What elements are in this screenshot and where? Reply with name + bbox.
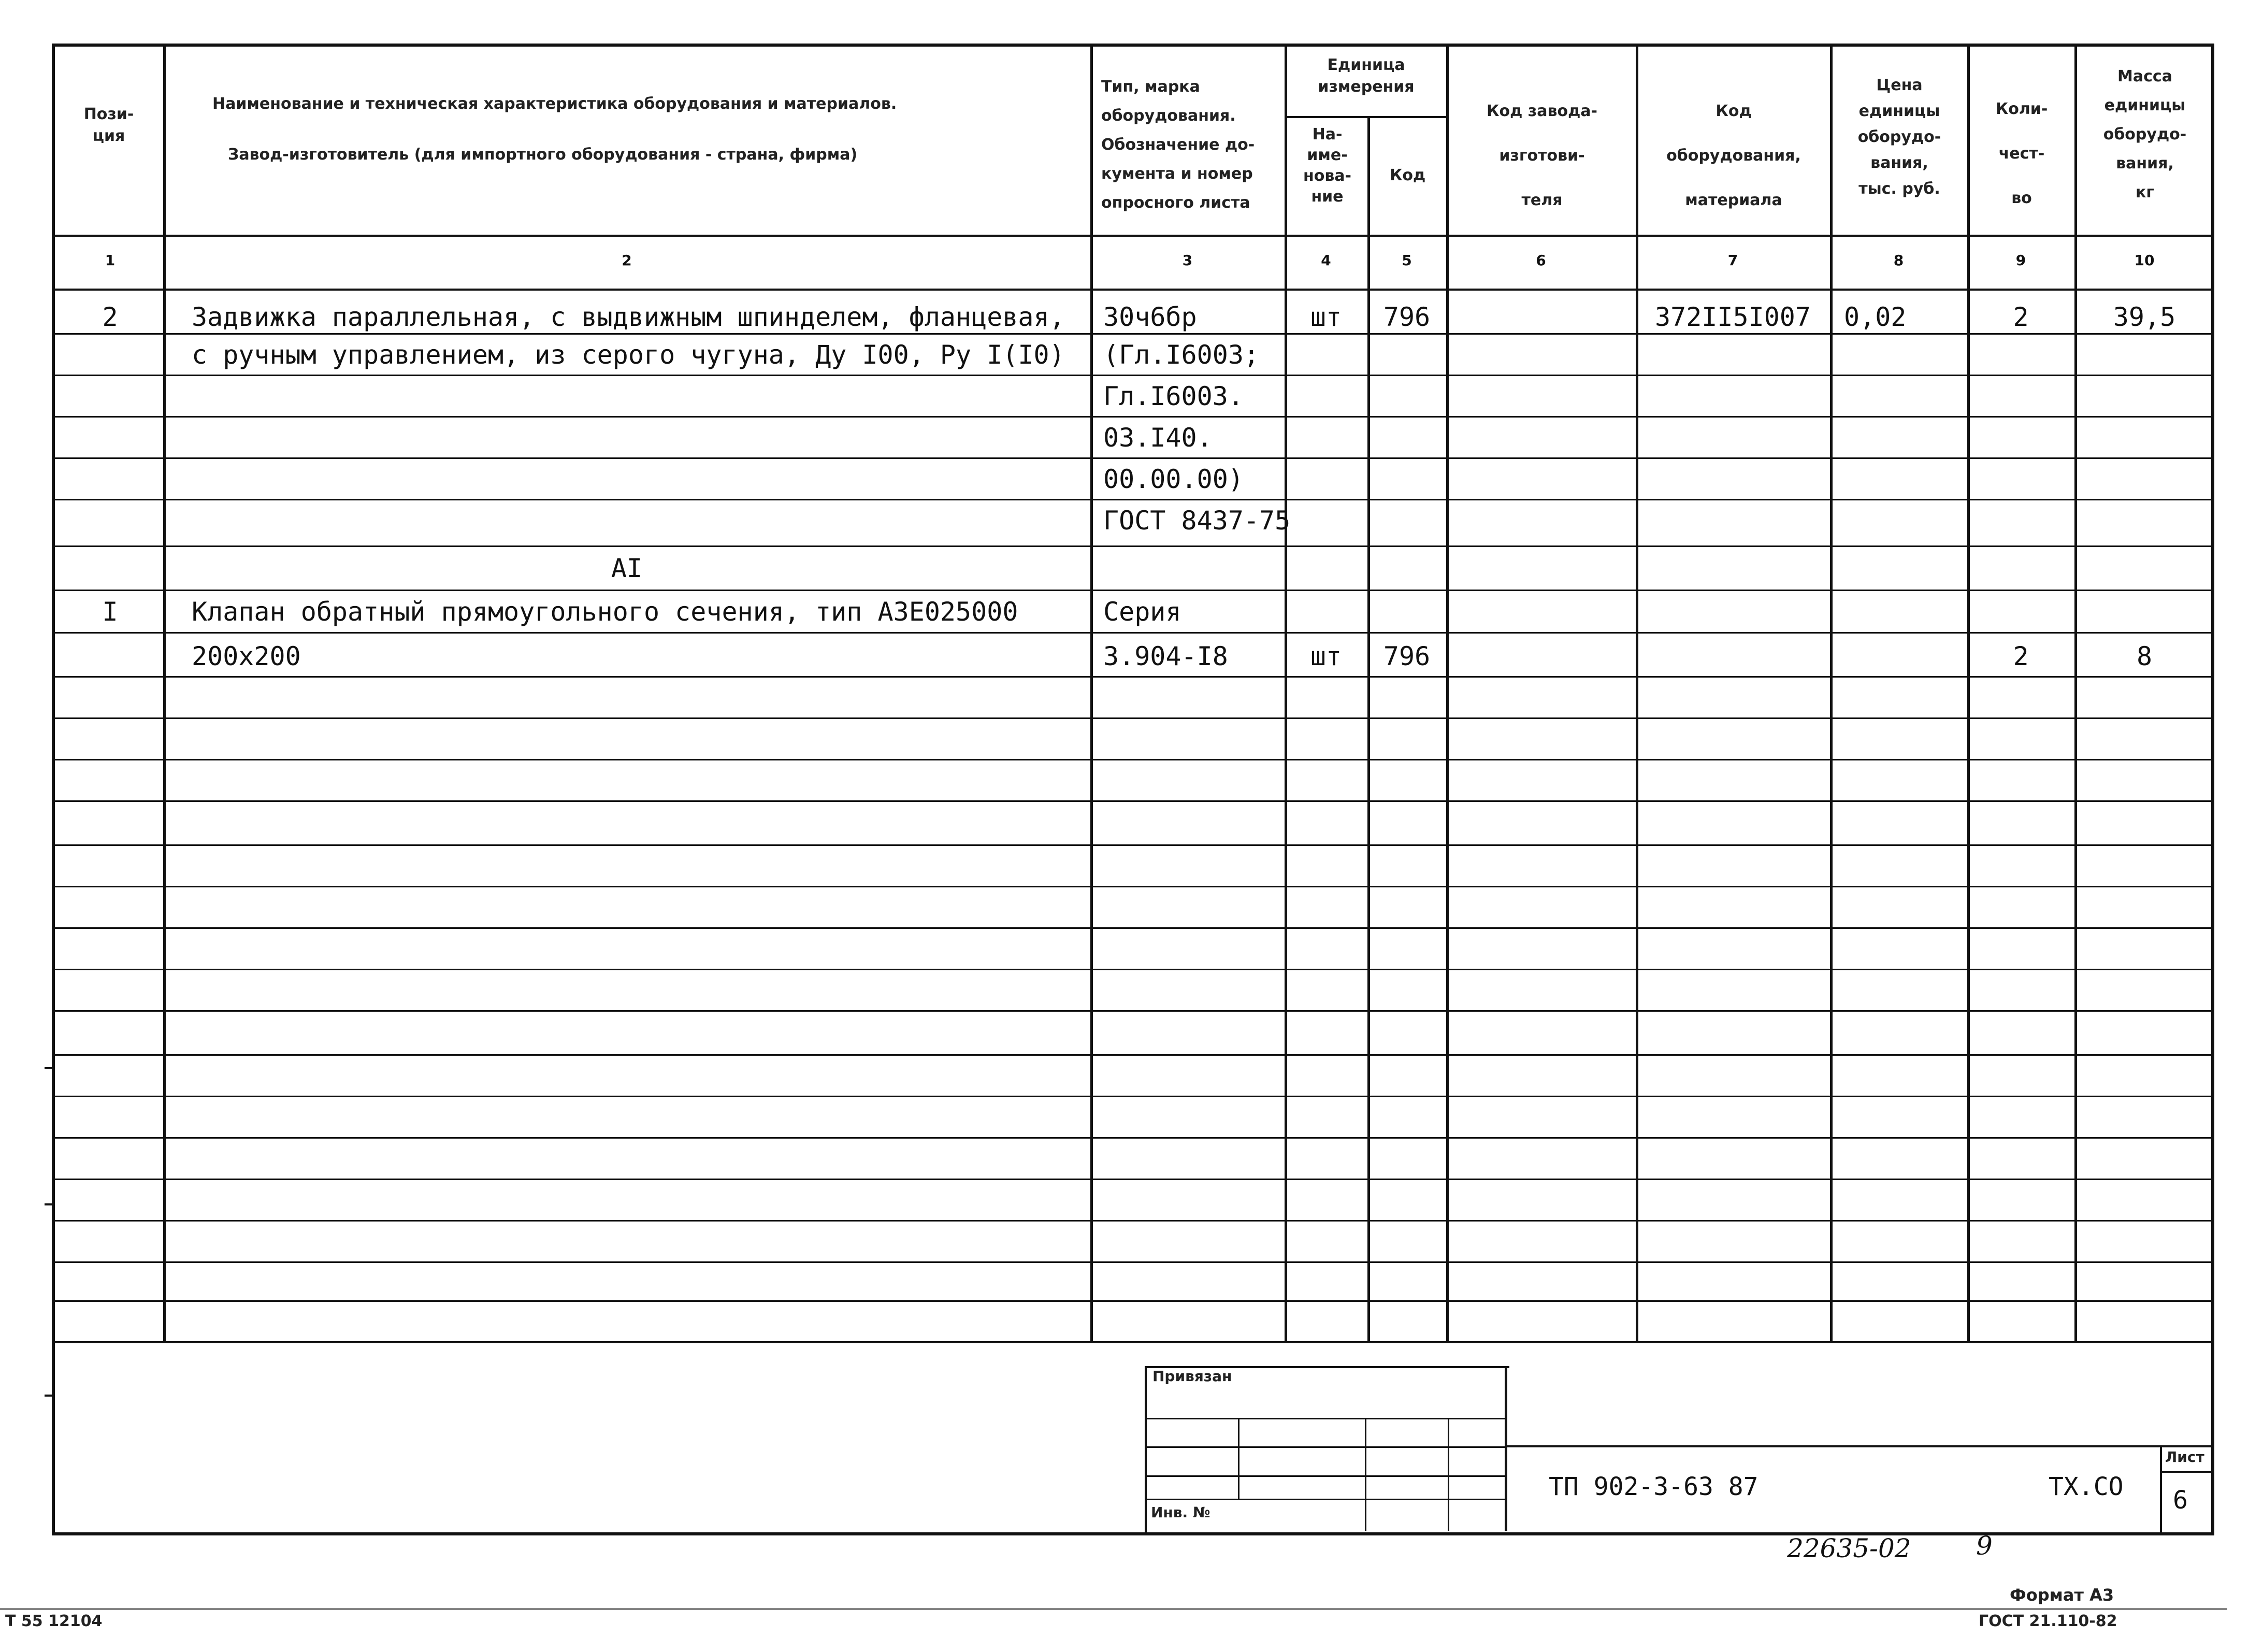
stamp-line	[1145, 1499, 1507, 1500]
column-number: 2	[622, 252, 632, 269]
document-code: ТП 902-3-63 87	[1549, 1472, 1758, 1501]
row-line	[52, 1179, 2214, 1180]
table-cell-type: ГОСТ 8437-75	[1103, 506, 1291, 536]
header-equipment-code: Код оборудования, материала	[1666, 102, 1801, 209]
column-line-7	[1830, 44, 1833, 1341]
table-cell-qty: 2	[2013, 641, 2029, 671]
table-cell-equip-code: 372II5I007	[1654, 302, 1811, 332]
header-unit-group: Единица измерения	[1318, 56, 1415, 96]
row-line	[52, 717, 2214, 719]
row-line	[52, 1261, 2214, 1263]
table-cell-pos: 2	[102, 302, 118, 332]
sheet-number: 6	[2173, 1486, 2188, 1515]
table-cell-type: (Гл.I6003;	[1103, 340, 1260, 370]
header-unit-code: Код	[1389, 166, 1426, 184]
table-cell-type: Серия	[1103, 597, 1181, 627]
row-line	[52, 927, 2214, 929]
column-line-6	[1636, 44, 1638, 1341]
column-number: 6	[1536, 252, 1546, 269]
table-cell-price: 0,02	[1844, 302, 1907, 332]
row-line	[52, 590, 2214, 591]
table-cell-name: AI	[611, 553, 643, 583]
table-cell-type: 03.I40.	[1103, 423, 1213, 453]
table-cell-type: 00.00.00)	[1103, 464, 1244, 494]
row-line	[52, 1096, 2214, 1097]
row-line	[52, 632, 2214, 634]
row-line	[52, 800, 2214, 802]
column-number: 8	[1893, 252, 1904, 269]
table-cell-qty: 2	[2013, 302, 2029, 332]
header-quantity: Коли- чест- во	[1995, 100, 2048, 207]
table-cell-name: Задвижка параллельная, с выдвижным шпинделем, фланцевая,	[192, 302, 1065, 332]
row-line	[52, 1054, 2214, 1056]
column-number: 10	[2134, 252, 2155, 269]
column-number: 3	[1182, 252, 1193, 269]
margin-tick	[45, 1395, 55, 1397]
document-mark: ТХ.СО	[2049, 1472, 2124, 1501]
stamp-privyazan-label: Привязан	[1152, 1368, 1232, 1385]
column-line-5	[1446, 44, 1449, 1341]
table-cell-mass: 39,5	[2113, 302, 2176, 332]
row-line	[52, 416, 2214, 418]
table-cell-name: Клапан обратный прямоугольного сечения, тип A3E025000	[192, 597, 1018, 627]
stamp-line	[1145, 1418, 1507, 1419]
table-cell-type: 3.904-I8	[1103, 641, 1228, 671]
column-number: 4	[1321, 252, 1331, 269]
row-line	[52, 844, 2214, 846]
handwritten-page: 9	[1976, 1531, 1993, 1561]
column-line-4	[1367, 116, 1370, 1341]
column-line-1	[163, 44, 166, 1341]
stamp-inv-no-label: Инв. №	[1151, 1504, 1210, 1521]
header-unit-name: На- име- нова- ние	[1303, 125, 1352, 206]
column-number: 5	[1402, 252, 1412, 269]
sheet-box-line	[2160, 1471, 2214, 1473]
column-line-8	[1967, 44, 1970, 1341]
stamp-vline	[1238, 1418, 1239, 1499]
footer-gost: ГОСТ 21.110-82	[1979, 1612, 2117, 1630]
footer-line	[0, 1608, 2227, 1610]
column-number: 9	[2015, 252, 2026, 269]
table-cell-type: 30ч6бр	[1103, 302, 1197, 332]
row-line	[52, 375, 2214, 376]
row-line	[52, 676, 2214, 678]
column-line-3	[1285, 44, 1287, 1341]
row-line	[52, 499, 2214, 500]
column-line-2	[1090, 44, 1093, 1341]
table-cell-mass: 8	[2136, 641, 2153, 671]
margin-tick	[45, 1203, 55, 1205]
sheet-label: Лист	[2165, 1448, 2204, 1466]
table-cell-unit-code: 796	[1383, 302, 1431, 332]
table-cell-name: 200x200	[192, 641, 301, 671]
stamp-line	[1145, 1446, 1507, 1448]
header-unit-mass: Масса единицы оборудо- вания, кг	[2103, 67, 2187, 202]
row-line	[52, 759, 2214, 760]
footer-format: Формат А3	[2010, 1585, 2114, 1605]
row-line	[52, 545, 2214, 547]
title-block-top-line	[1505, 1445, 2214, 1447]
footer-left-code: Т 55 12104	[5, 1612, 103, 1630]
header-divider-line	[52, 235, 2214, 237]
table-cell-unit: шт	[1310, 302, 1342, 332]
table-cell-name: с ручным управлением, из серого чугуна, Ду I00, Ру I(I0)	[192, 340, 1065, 370]
header-name-line2: Завод-изготовитель (для импортного оборудования - страна, фирма)	[228, 146, 858, 164]
stamp-vline	[1365, 1418, 1366, 1531]
table-cell-unit: шт	[1310, 641, 1342, 671]
column-numbers-divider-line	[52, 289, 2214, 291]
handwritten-number: 22635-02	[1787, 1533, 1911, 1563]
table-cell-pos: I	[102, 597, 118, 627]
stamp-vline	[1505, 1366, 1507, 1531]
margin-tick	[45, 1067, 55, 1069]
column-number: 7	[1727, 252, 1738, 269]
row-line	[52, 1137, 2214, 1139]
table-cell-type: Гл.I6003.	[1103, 381, 1244, 411]
row-line	[52, 1220, 2214, 1222]
table-cell-unit-code: 796	[1383, 641, 1431, 671]
stamp-line	[1145, 1475, 1507, 1477]
header-unit-price: Цена единицы оборудо- вания, тыс. руб.	[1857, 76, 1941, 198]
row-line	[52, 333, 2214, 335]
row-line	[52, 969, 2214, 970]
row-line	[52, 886, 2214, 887]
row-line	[52, 1010, 2214, 1012]
row-line	[52, 457, 2214, 459]
header-position: Пози- ция	[83, 105, 134, 145]
stamp-vline	[1448, 1418, 1449, 1531]
header-type: Тип, марка оборудования. Обозначение до- кумента и номер опросного листа	[1101, 78, 1255, 212]
header-factory-code: Код завода- изготови- теля	[1487, 102, 1597, 209]
header-name-line1: Наименование и техническая характеристика оборудования и материалов.	[212, 95, 897, 113]
column-line-9	[2074, 44, 2077, 1341]
column-number: 1	[105, 252, 116, 269]
bottom-stamp-top-line	[52, 1341, 2214, 1343]
unit-subheader-line	[1285, 116, 1446, 118]
row-line	[52, 1300, 2214, 1302]
